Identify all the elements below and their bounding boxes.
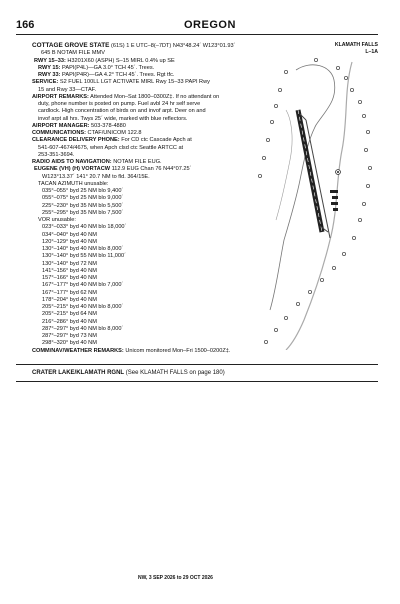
entry-line	[32, 217, 230, 224]
entry-text: 130°–140° byd 55 NM blo 11,000´	[42, 253, 126, 260]
airport-diagram	[256, 50, 378, 350]
entry-line	[32, 304, 230, 311]
entry-text: 023°–033° byd 40 NM blo 18,000´	[42, 224, 127, 231]
entry-label: RWY 33:	[38, 72, 61, 78]
entry-text: 205°–215° byd 64 NM	[42, 311, 97, 318]
entry-text: H3201X60 (ASPH) S–15 MIRL 0.4% up SE	[65, 57, 175, 64]
entry-line	[32, 326, 230, 333]
entry-line	[32, 65, 230, 72]
entry-text: Unicom monitored Mon–Fri 1500–0200Z‡.	[123, 347, 231, 354]
entry-line	[32, 333, 230, 340]
crater-lake-line	[32, 370, 225, 377]
entry-label: COMM/NAV/WEATHER REMARKS:	[32, 347, 124, 354]
entry-text: cardlock. High concentration of birds on and invof arpt. Deer on and	[38, 108, 206, 115]
entry-label: COMMUNICATIONS:	[32, 130, 86, 136]
entry-text: 130°–140° byd 72 NM	[42, 260, 97, 267]
entry-text: 178°–204° byd 40 NM	[42, 296, 97, 303]
entry-line	[32, 72, 230, 79]
entry-line	[32, 137, 230, 144]
entry-line	[32, 195, 230, 202]
entry-line	[32, 79, 230, 86]
entry-text: 287°–297° byd 73 NM	[42, 333, 97, 339]
entry-line	[32, 123, 230, 130]
airport-id-line: (61S) 1 E UTC–8(–7DT) N43°48.24´ W123°01.93´	[110, 43, 236, 49]
entry-text: invof arpt all hrs. Twys 25´ wide, marked with blue reflectors.	[38, 115, 188, 122]
entry-line	[32, 166, 230, 173]
airport-entries	[32, 58, 230, 355]
entry-label: EUGENE (VH) (H) VORTACW	[34, 166, 111, 173]
entry-line	[32, 224, 230, 231]
entry-text: TACAN AZIMUTH unusable:	[38, 180, 109, 187]
entry-label: CLEARANCE DELIVERY PHONE:	[32, 137, 120, 144]
region-chart: L–1A	[365, 49, 378, 55]
section-rule	[16, 364, 378, 365]
entry-text: duty, phone number is posted on pump. Fuel avbl 24 hr self serve	[38, 101, 201, 107]
entry-text: For CD ctc Cascade Apch at	[119, 137, 192, 144]
terrain-outline	[270, 65, 335, 310]
entry-text: NOTAM FILE EUG.	[111, 159, 162, 165]
entry-line	[32, 188, 230, 195]
entry-line	[32, 58, 230, 65]
entry-text: S2 FUEL 100LL LGT ACTIVATE MIRL Rwy 15–33 PAPI Rwy	[58, 79, 210, 86]
entry-line	[32, 282, 230, 289]
entry-text: 298°–320° byd 40 NM	[42, 340, 97, 347]
entry-text: 216°–286° byd 40 NM	[42, 318, 97, 325]
entry-line	[32, 275, 230, 282]
entry-line	[32, 145, 230, 152]
entry-text: 205°–215° byd 40 NM blo 8,000´	[42, 304, 124, 310]
entry-line	[32, 116, 230, 123]
entry-text: Attended Mon–Sat 1800–0300Z‡. If no attendant on	[88, 93, 220, 100]
entry-line	[32, 232, 230, 239]
entry-line	[32, 130, 230, 137]
entry-label: SERVICE:	[32, 79, 59, 86]
entry-line	[32, 340, 230, 347]
region-name: KLAMATH FALLS	[334, 42, 378, 48]
beacon-icon	[336, 170, 341, 175]
entry-text: 141°–156° byd 40 NM	[42, 267, 97, 274]
entry-text: 167°–177° byd 62 NM	[42, 289, 97, 296]
entry-line	[32, 253, 230, 260]
header-rule	[16, 34, 378, 35]
entry-line	[32, 94, 230, 101]
entry-line	[32, 152, 230, 159]
terrain-outline-2	[276, 110, 292, 220]
entry-text: VOR unusable:	[38, 217, 76, 223]
airport-title-line	[32, 42, 235, 50]
entry-label: RADIO AIDS TO NAVIGATION:	[32, 159, 112, 165]
entry-text: 287°–297° byd 40 NM blo 8,000´	[42, 325, 124, 332]
entry-text: 253-351-3694.	[38, 151, 75, 158]
entry-text: PAPI(P4R)—GA 4.2° TCH 45´. Trees. Rgt tfc.	[60, 72, 175, 78]
entry-label: AIRPORT REMARKS:	[32, 93, 89, 100]
entry-line	[32, 261, 230, 268]
entry-text: 15 and Rwy 33—CTAF.	[38, 86, 97, 93]
entry-text: 055°–075° byd 25 NM blo 9,000´	[42, 195, 124, 202]
crater-lake-name: CRATER LAKE/KLAMATH RGNL	[32, 370, 125, 376]
state-title: OREGON	[184, 19, 236, 31]
entry-line	[32, 101, 230, 108]
entry-line	[32, 239, 230, 246]
entry-line	[32, 268, 230, 275]
entry-text: 157°–166° byd 40 NM	[42, 275, 97, 281]
entry-line	[32, 297, 230, 304]
entry-line	[32, 348, 230, 355]
entry-text: 225°–230° byd 35 NM blo 5,500´	[42, 202, 124, 209]
entry-text: 112.9 EUG Chan 76 N44°07.25´	[110, 166, 192, 173]
footer-effective-dates: NW, 3 SEP 2026 to 29 OCT 2026	[138, 575, 213, 581]
airport-name: COTTAGE GROVE STATE	[32, 42, 110, 49]
entry-text: PAPI(P4L)—GA 3.0° TCH 45´. Trees.	[60, 64, 155, 71]
entry-line	[32, 181, 230, 188]
page-number: 166	[16, 19, 35, 31]
entry-line	[32, 108, 230, 115]
entry-text: 130°–140° byd 40 NM blo 8,000´	[42, 246, 124, 252]
entry-text: 541-607-4674/4675, when Apch clsd ctc Seattle ARTCC at	[38, 144, 184, 151]
entry-text: 167°–177° byd 40 NM blo 7,000´	[42, 282, 124, 289]
entry-label: AIRPORT MANAGER:	[32, 122, 90, 129]
entry-line	[32, 87, 230, 94]
entry-line	[32, 210, 230, 217]
entry-text: 035°–055° byd 25 NM blo 9,400´	[42, 188, 124, 194]
entry-line	[32, 174, 230, 181]
entry-line	[32, 319, 230, 326]
entry-line	[32, 203, 230, 210]
entry-label: RWY 15:	[38, 64, 61, 71]
entry-text: 034°–040° byd 40 NM	[42, 231, 97, 238]
airport-elev-line: 645 B NOTAM FILE MMV	[41, 50, 105, 56]
entry-text: W123°13.37´ 141° 20.7 NM to fld. 364/15E.	[42, 173, 150, 180]
entry-line	[32, 246, 230, 253]
entry-line	[32, 311, 230, 318]
entry-line	[32, 159, 230, 166]
crater-lake-ref: (See KLAMATH FALLS on page 180)	[124, 370, 225, 376]
entry-line	[32, 290, 230, 297]
section-rule-2	[16, 381, 378, 382]
entry-text: 503-378-4880	[89, 122, 126, 129]
entry-text: 120°–129° byd 40 NM	[42, 238, 97, 245]
entry-text: 255°–295° byd 35 NM blo 7,500´	[42, 209, 124, 216]
entry-label: RWY 15–33:	[34, 57, 66, 64]
entry-text: CTAF/UNICOM 122.8	[85, 130, 142, 136]
